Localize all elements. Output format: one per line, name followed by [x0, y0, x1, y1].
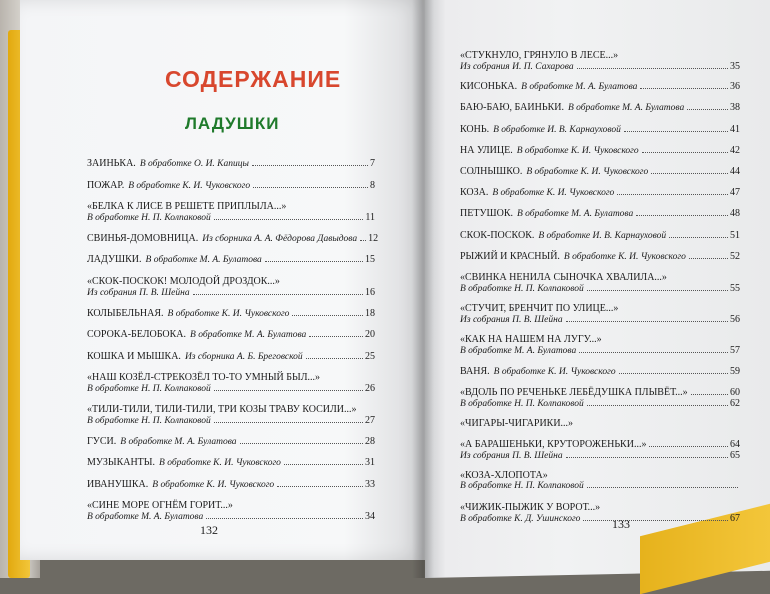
- toc-entry-title: СОРОКА-БЕЛОБОКА.: [87, 329, 187, 341]
- toc-entry: [460, 334, 740, 356]
- toc-entry: [87, 158, 375, 169]
- toc-entry-title: «СТУКНУЛО, ГРЯНУЛО В ЛЕСЕ...»: [460, 50, 619, 61]
- toc-entry-editor: В обработке Н. П. Колпаковой: [87, 384, 211, 395]
- toc-entry: [87, 308, 375, 319]
- toc-entry-editor: В обработке М. А. Булатова: [190, 330, 307, 341]
- toc-entry-editor: В обработке М. А. Булатова: [87, 512, 204, 523]
- toc-page-number: 44: [730, 166, 740, 177]
- toc-entry-title: ЗАИНЬКА.: [87, 158, 136, 169]
- dot-leader: [277, 486, 363, 487]
- toc-page-number: 34: [365, 511, 375, 523]
- toc-entry: [87, 479, 375, 490]
- dot-leader: [214, 422, 363, 423]
- toc-page-number: 56: [730, 314, 740, 326]
- toc-page-number: 59: [730, 365, 740, 377]
- dot-leader: [214, 390, 363, 391]
- dot-leader: [617, 194, 728, 195]
- dot-leader: [624, 131, 728, 132]
- toc-entry-editor: В обработке Н. П. Колпаковой: [460, 398, 584, 409]
- dot-leader: [587, 487, 738, 488]
- toc-page-number: 62: [730, 397, 740, 409]
- toc-page-number: 20: [365, 329, 375, 341]
- toc-entry-title: СОЛНЫШКО.: [460, 166, 523, 177]
- toc-entry-title: БАЮ-БАЮ, БАИНЬКИ.: [460, 102, 564, 114]
- toc-page-number: 25: [365, 350, 375, 362]
- toc-entry-editor: Из собрания П. В. Шейна: [460, 315, 563, 326]
- toc-page-number: 48: [730, 208, 740, 220]
- dot-leader: [640, 88, 728, 89]
- toc-page-number: 11: [365, 212, 375, 224]
- toc-page-number: 12: [368, 232, 379, 244]
- toc-entry-editor: В обработке О. И. Капицы: [139, 159, 249, 169]
- toc-entry-title: КИСОНЬКА.: [460, 81, 518, 93]
- toc-entry-editor: В обработке Н. П. Колпаковой: [460, 481, 584, 492]
- toc-entry-editor: В обработке Н. П. Колпаковой: [460, 284, 584, 294]
- toc-entry: [460, 166, 740, 177]
- toc-entry-title: ВАНЯ.: [460, 365, 490, 377]
- toc-entry-title: «ЧИЖИК-ПЫЖИК У ВОРОТ...»: [460, 501, 601, 513]
- toc-entry: [87, 404, 375, 426]
- toc-entry-title: КОШКА И МЫШКА.: [87, 350, 181, 362]
- dot-leader: [240, 443, 363, 444]
- toc-entry-title: «НАШ КОЗЁЛ-СТРЕКОЗЁЛ ТО-ТО УМНЫЙ БЫЛ...»: [87, 372, 321, 384]
- contents-title: СОДЕРЖАНИЕ: [165, 66, 342, 92]
- toc-entry-editor: В обработке К. И. Чуковского: [492, 188, 615, 199]
- dot-leader: [669, 237, 728, 238]
- toc-entry: [460, 50, 740, 72]
- toc-entry-title: «СТУЧИТ, БРЕНЧИТ ПО УЛИЦЕ...»: [460, 303, 619, 315]
- toc-page-number: 67: [730, 512, 740, 524]
- toc-entry: [460, 418, 740, 429]
- toc-entry: [460, 102, 740, 113]
- toc-entry-editor: В обработке М. А. Булатова: [521, 82, 638, 93]
- toc-entry: [460, 470, 740, 491]
- toc-entry: [87, 351, 375, 362]
- toc-entry-editor: Из собрания И. П. Сахарова: [460, 62, 574, 72]
- dot-leader: [309, 336, 363, 337]
- toc-entry-title: «А БАРАШЕНЬКИ, КРУТОРОЖЕНЬКИ...»: [460, 439, 647, 451]
- toc-page-number: 38: [730, 102, 740, 114]
- toc-entry: [460, 251, 740, 262]
- toc-entry-editor: В обработке Н. П. Колпаковой: [87, 213, 211, 224]
- toc-entry: [460, 502, 740, 524]
- toc-entry-title: СВИНЬЯ-ДОМОВНИЦА.: [87, 232, 199, 244]
- toc-entry: [87, 180, 375, 191]
- toc-entry: [460, 145, 740, 156]
- toc-entry-title: «КАК НА НАШЕМ НА ЛУГУ...»: [460, 334, 602, 346]
- toc-entry-title: «СКОК-ПОСКОК! МОЛОДОЙ ДРОЗДОК...»: [87, 276, 280, 287]
- toc-entry-title: РЫЖИЙ И КРАСНЫЙ.: [460, 250, 560, 262]
- toc-entry: [460, 272, 740, 294]
- dot-leader: [214, 219, 364, 220]
- toc-entry-editor: Из сборника А. Б. Бреговской: [184, 351, 303, 362]
- toc-entry-title: ГУСИ.: [87, 435, 117, 447]
- toc-entry-editor: В обработке И. В. Карнауховой: [493, 124, 621, 135]
- dot-leader: [253, 187, 368, 188]
- dot-leader: [306, 358, 363, 359]
- dot-leader: [579, 352, 728, 353]
- toc-entry-title: ЛАДУШКИ.: [87, 254, 142, 266]
- toc-page-number: 26: [365, 383, 375, 395]
- toc-entry-title: ИВАНУШКА.: [87, 478, 149, 490]
- toc-entry-title: «ТИЛИ-ТИЛИ, ТИЛИ-ТИЛИ, ТРИ КОЗЫ ТРАВУ КОСИЛИ...»: [87, 404, 357, 415]
- dot-leader: [193, 294, 363, 295]
- toc-entry-title: «ЧИГАРЫ-ЧИГАРИКИ...»: [460, 418, 574, 429]
- toc-page-number: 52: [730, 250, 740, 262]
- toc-page-number: 57: [730, 345, 740, 357]
- toc-page-number: 27: [365, 415, 375, 426]
- dot-leader: [360, 240, 366, 241]
- toc-entry-title: «СИНЕ МОРЕ ОГНЁМ ГОРИТ...»: [87, 500, 233, 512]
- toc-entry: [87, 232, 379, 244]
- toc-entry-editor: В обработке М. А. Булатова: [145, 255, 262, 266]
- dot-leader: [619, 373, 728, 374]
- toc-page-number: 65: [730, 450, 740, 462]
- dot-leader: [687, 109, 728, 110]
- toc-page-number: 8: [370, 179, 375, 191]
- toc-entry-title: КОНЬ.: [460, 123, 490, 135]
- dot-leader: [566, 457, 728, 458]
- toc-entry-title: «БЕЛКА К ЛИСЕ В РЕШЕТЕ ПРИПЛЫЛА...»: [87, 201, 287, 213]
- dot-leader: [636, 215, 728, 216]
- toc-entry-editor: В обработке К. И. Чуковского: [563, 251, 686, 262]
- toc-entry-editor: В обработке К. И. Чуковского: [516, 145, 639, 156]
- toc-page-number: 7: [370, 158, 375, 169]
- toc-entry: [460, 387, 740, 409]
- dot-leader: [691, 394, 728, 395]
- toc-entry: [87, 329, 375, 340]
- toc-entry: [460, 208, 740, 219]
- dot-leader: [649, 446, 728, 447]
- toc-entry-editor: В обработке К. И. Чуковского: [159, 458, 281, 469]
- dot-leader: [651, 173, 728, 174]
- toc-entry-editor: В обработке К. И. Чуковского: [167, 308, 290, 319]
- toc-page-number: 51: [730, 229, 740, 241]
- toc-entry-editor: В обработке М. А. Булатова: [120, 436, 237, 447]
- toc-entry-editor: В обработке К. И. Чуковского: [493, 366, 616, 377]
- toc-entry: [87, 436, 375, 447]
- dot-leader: [206, 518, 363, 519]
- toc-entry: [87, 457, 375, 468]
- toc-entry: [87, 201, 375, 223]
- toc-entry: [460, 81, 740, 92]
- toc-entry: [87, 500, 375, 522]
- dot-leader: [642, 152, 728, 153]
- toc-page-number: 55: [730, 283, 740, 294]
- toc-entry-editor: В обработке И. В. Карнауховой: [538, 230, 667, 241]
- toc-entry-title: ПОЖАР.: [87, 179, 125, 191]
- toc-page-number: 47: [730, 187, 740, 199]
- dot-leader: [284, 464, 363, 465]
- dot-leader: [587, 405, 728, 406]
- toc-entry: [87, 372, 375, 394]
- toc-entry-editor: В обработке К. И. Чуковского: [128, 180, 251, 191]
- page-number-left: 132: [200, 523, 218, 537]
- toc-page-number: 31: [365, 457, 375, 469]
- toc-entry-title: «ВДОЛЬ ПО РЕЧЕНЬКЕ ЛЕБЁДУШКА ПЛЫВЁТ...»: [460, 386, 688, 398]
- toc-entry-editor: В обработке К. Д. Ушинского: [460, 513, 581, 524]
- dot-leader: [566, 321, 728, 322]
- dot-leader: [577, 68, 728, 69]
- section-title: ЛАДУШКИ: [185, 114, 280, 133]
- page-number-right: 133: [612, 517, 630, 531]
- toc-entry: [460, 230, 740, 241]
- toc-page-number: 15: [365, 254, 375, 266]
- dot-leader: [265, 261, 363, 262]
- toc-page-number: 18: [365, 307, 375, 319]
- toc-page-number: 28: [365, 435, 375, 447]
- toc-page-number: 33: [365, 478, 375, 490]
- toc-page-number: 16: [365, 287, 375, 298]
- toc-entry-title: СКОК-ПОСКОК.: [460, 229, 535, 241]
- dot-leader: [587, 290, 728, 291]
- toc-entry: [460, 303, 740, 325]
- dot-leader: [689, 258, 728, 259]
- toc-entry-title: «СВИНКА НЕНИЛА СЫНОЧКА ХВАЛИЛА...»: [460, 272, 667, 283]
- toc-page-number: 64: [730, 439, 740, 451]
- toc-entry: [460, 187, 740, 198]
- toc-page-number: 41: [730, 123, 740, 135]
- toc-entry: [87, 276, 375, 298]
- toc-entry-title: ПЕТУШОК.: [460, 208, 513, 220]
- toc-entry-title: НА УЛИЦЕ.: [460, 144, 513, 156]
- dot-leader: [292, 315, 363, 316]
- toc-entry-editor: В обработке М. А. Булатова: [567, 103, 685, 114]
- toc-entry: [460, 439, 740, 461]
- dot-leader: [252, 165, 368, 166]
- toc-entry-title: КОЛЫБЕЛЬНАЯ.: [87, 307, 164, 319]
- page-gutter: [412, 0, 434, 578]
- toc-entry-editor: В обработке Н. П. Колпаковой: [87, 416, 211, 426]
- toc-entry-editor: В обработке М. А. Булатова: [460, 346, 577, 357]
- toc-entry-editor: Из собрания П. В. Шейна: [87, 288, 190, 298]
- dot-leader: [583, 520, 728, 521]
- toc-entry-editor: В обработке К. И. Чуковского: [152, 479, 275, 490]
- toc-page-number: 35: [730, 61, 740, 72]
- toc-entry: [460, 124, 740, 135]
- toc-entry: [87, 254, 375, 265]
- toc-page-number: 60: [730, 386, 740, 398]
- toc-entry-editor: В обработке К. И. Чуковского: [526, 167, 649, 177]
- toc-entry-editor: Из сборника А. А. Фёдорова Давыдова: [202, 233, 358, 244]
- toc-entry-editor: В обработке М. А. Булатова: [517, 209, 634, 220]
- toc-page-number: 36: [730, 81, 740, 93]
- toc-entry-title: «КОЗА-ХЛОПОТА»: [460, 470, 548, 482]
- toc-entry-title: КОЗА.: [460, 187, 489, 199]
- toc-entry-title: МУЗЫКАНТЫ.: [87, 457, 156, 469]
- toc-entry-editor: Из собрания П. В. Шейна: [460, 451, 563, 462]
- toc-entry: [460, 366, 740, 377]
- toc-page-number: 42: [730, 144, 740, 156]
